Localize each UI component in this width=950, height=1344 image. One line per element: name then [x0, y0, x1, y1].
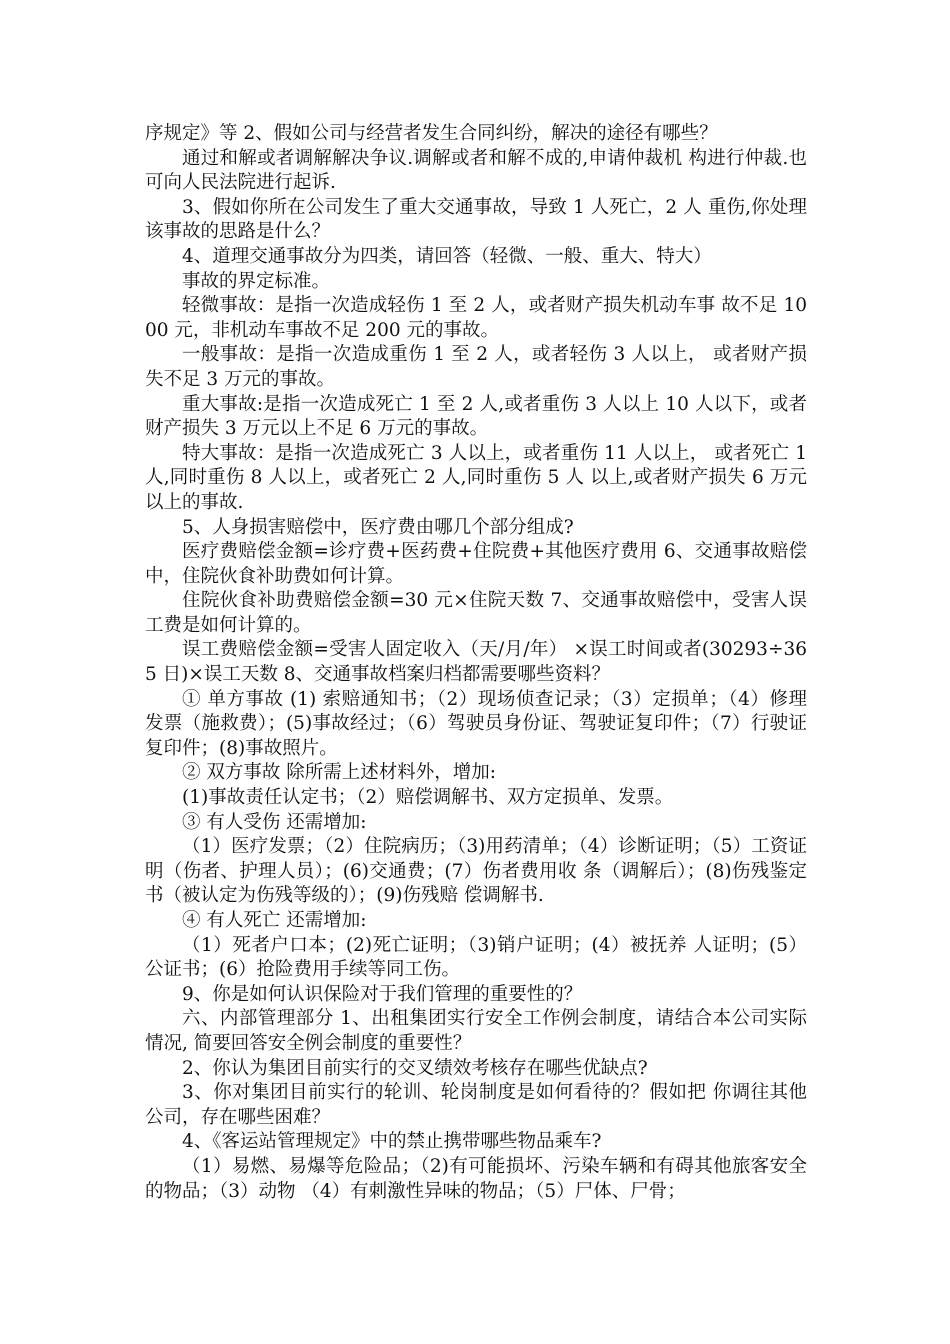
paragraph: (1)事故责任认定书；（2）赔偿调解书、双方定损单、发票。 [182, 787, 674, 809]
paragraph: 9、你是如何认识保险对于我们管理的重要性的？ [182, 983, 583, 1005]
paragraph: 医疗费赔偿金额=诊疗费+医药费+住院费+其他医疗费用 6、交通事故赔偿中，住院伙食补助费如何计算。 [145, 541, 807, 587]
paragraph: 误工费赔偿金额=受害人固定收入（天/月/年） ×误工时间或者(30293÷365 日)×误工天数 8、交通事故档案归档都需要哪些资料？ [145, 639, 807, 686]
paragraph: ④ 有人死亡 还需增加: [182, 910, 367, 931]
paragraph: 序规定》等 2、假如公司与经营者发生合同纠纷，解决的途径有哪些？ [145, 123, 718, 144]
paragraph: 重大事故:是指一次造成死亡 1 至 2 人,或者重伤 3 人以上 10 人以下，或者财产损失 3 万元以上不足 6 万元的事故。 [145, 393, 807, 440]
paragraph: 4、道理交通事故分为四类，请回答（轻微、一般、重大、特大） [182, 245, 712, 267]
paragraph: 5、人身损害赔偿中，医疗费由哪几个部分组成? [182, 516, 574, 538]
paragraph: （1）医疗发票；（2）住院病历；（3)用药清单；（4）诊断证明；（5）工资证明（伤者、护理人员）；(6)交通费；(7）伤者费用收 条（调解后）；(8)伤残鉴定书（被认定为伤残等级的）；(9)伤残赔 偿调解书. [145, 836, 807, 907]
paragraph: （1）死者户口本；(2)死亡证明；（3)销户证明；(4）被抚养 人证明；(5）公证书；(6）抢险费用手续等同工伤。 [145, 934, 807, 981]
paragraph: 2、你认为集团目前实行的交叉绩效考核存在哪些优缺点? [182, 1057, 648, 1079]
document-body [145, 122, 807, 1204]
paragraph: 六、内部管理部分 1、出租集团实行安全工作例会制度，请结合本公司实际情况, 简要回答安全例会制度的重要性？ [145, 1008, 807, 1054]
paragraph: ② 双方事故 除所需上述材料外，增加: [182, 762, 496, 784]
paragraph: ③ 有人受伤 还需增加: [182, 811, 367, 833]
paragraph: ① 单方事故 (1) 索赔通知书；（2）现场侦查记录；（3）定损单；（4）修理 发票（施救费）；(5)事故经过；（6）驾驶员身份证、驾驶证复印件；（7）行驶证复印件；(8)事故照片。 [145, 688, 807, 759]
paragraph: 3、你对集团目前实行的轮训、轮岗制度是如何看待的？假如把 你调往其他公司，存在哪些困难？ [145, 1082, 807, 1128]
paragraph: （1）易燃、易爆等危险品；（2)有可能损坏、污染车辆和有碍其他旅客安全的物品；（3）动物 （4）有刺激性异味的物品；（5）尸体、尸骨； [145, 1155, 807, 1202]
paragraph: 住院伙食补助费赔偿金额=30 元×住院天数 7、交通事故赔偿中，受害人误工费是如何计算的。 [145, 590, 807, 636]
paragraph: 事故的界定标准。 [182, 270, 331, 292]
paragraph: 一般事故：是指一次造成重伤 1 至 2 人，或者轻伤 3 人以上， 或者财产损失不足 3 万元的事故。 [145, 344, 807, 390]
paragraph: 轻微事故：是指一次造成轻伤 1 至 2 人，或者财产损失机动车事 故不足 1000 元，非机动车事故不足 200 元的事故。 [145, 295, 807, 341]
paragraph: 特大事故：是指一次造成死亡 3 人以上，或者重伤 11 人以上， 或者死亡 1 人,同时重伤 8 人以上，或者死亡 2 人,同时重伤 5 人 以上,或者财产损失 6 万元以上的事故. [145, 442, 807, 513]
paragraph: 4、《客运站管理规定》中的禁止携带哪些物品乘车? [182, 1131, 602, 1153]
paragraph: 3、假如你所在公司发生了重大交通事故，导致 1 人死亡，2 人 重伤,你处理该事故的思路是什么？ [145, 196, 807, 243]
paragraph: 通过和解或者调解解决争议.调解或者和解不成的,申请仲裁机 构进行仲裁.也可向人民法院进行起诉. [145, 147, 807, 194]
